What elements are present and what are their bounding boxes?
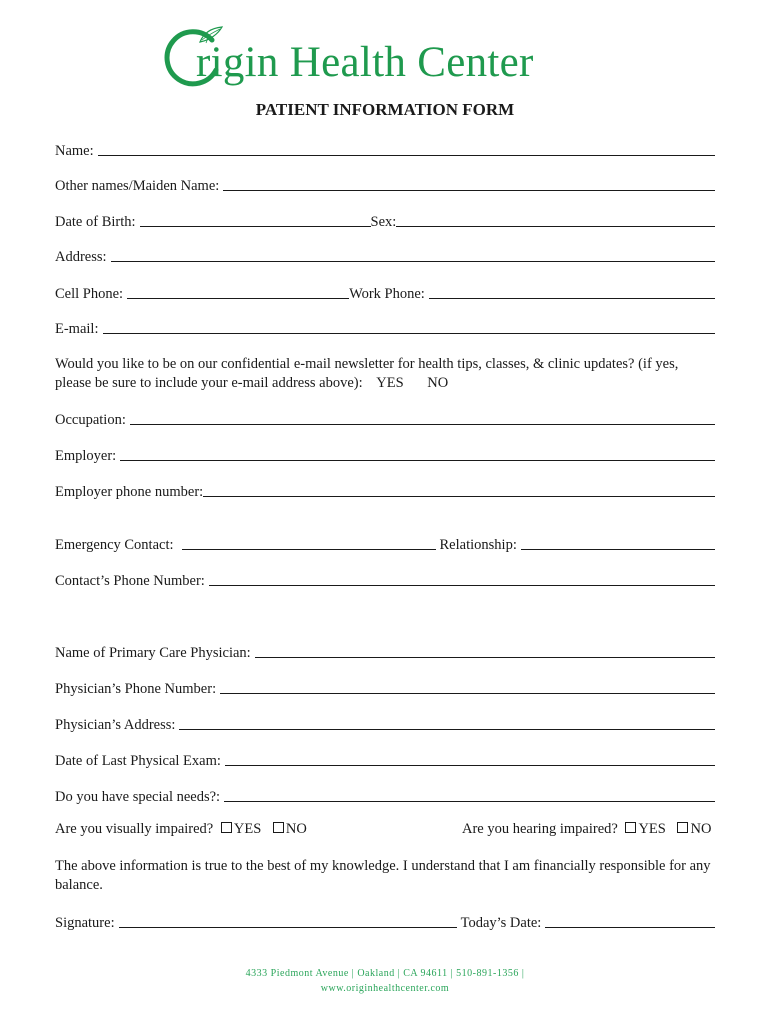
work-phone-field[interactable]: [429, 298, 715, 299]
name-row: [55, 138, 715, 160]
checkbox-icon[interactable]: [221, 822, 232, 833]
primary-physician-field[interactable]: [255, 657, 715, 658]
signature-label: Signature:: [55, 915, 115, 931]
no-label: NO: [690, 821, 712, 837]
phone-row: [55, 281, 715, 303]
employer-row: [55, 443, 715, 465]
special-needs-row: [55, 784, 715, 806]
primary-physician-row: [55, 640, 715, 662]
signature-row: [55, 910, 715, 932]
work-phone-label: Work Phone:: [349, 286, 425, 302]
primary-physician-label: Name of Primary Care Physician:: [55, 645, 251, 661]
email-label: E-mail:: [55, 321, 99, 337]
contact-phone-row: [55, 568, 715, 590]
relationship-label: Relationship:: [439, 537, 517, 553]
employer-phone-row: [55, 479, 715, 501]
address-field[interactable]: [111, 261, 715, 262]
physician-phone-row: [55, 676, 715, 698]
checkbox-icon[interactable]: [625, 822, 636, 833]
newsletter-question: [55, 355, 715, 393]
employer-phone-label: Employer phone number:: [55, 484, 204, 500]
last-physical-row: [55, 748, 715, 770]
name-field[interactable]: [98, 155, 715, 156]
emergency-contact-label: Emergency Contact:: [55, 537, 174, 553]
visually-impaired-question: [55, 821, 307, 838]
physician-address-label: Physician’s Address:: [55, 717, 176, 733]
sex-field[interactable]: [396, 226, 715, 227]
employer-field[interactable]: [120, 460, 715, 461]
employer-phone-field[interactable]: [203, 496, 715, 497]
hearing-impaired-question: [462, 821, 711, 838]
visually-impaired-label: Are you visually impaired?: [55, 821, 214, 837]
dob-label: Date of Birth:: [55, 214, 136, 230]
checkbox-icon[interactable]: [273, 822, 284, 833]
cell-phone-field[interactable]: [127, 298, 349, 299]
last-physical-field[interactable]: [225, 765, 715, 766]
no-label: NO: [285, 821, 307, 837]
physician-address-row: [55, 712, 715, 734]
emergency-contact-field[interactable]: [182, 549, 436, 550]
form-title: PATIENT INFORMATION FORM: [255, 100, 515, 119]
hearing-impaired-label: Are you hearing impaired?: [462, 821, 618, 837]
address-row: [55, 244, 715, 266]
checkbox-icon[interactable]: [677, 822, 688, 833]
cell-phone-label: Cell Phone:: [55, 286, 124, 302]
logo: [160, 24, 620, 96]
physician-phone-label: Physician’s Phone Number:: [55, 681, 217, 697]
signature-field[interactable]: [119, 927, 457, 928]
name-label: Name:: [55, 143, 94, 159]
other-names-label: Other names/Maiden Name:: [55, 178, 220, 194]
newsletter-question-text: Would you like to be on our confidential e-mail newsletter for health tips, classes, & clinic updates? (if yes, please be sure to include your e-mail address above):: [55, 356, 679, 391]
occupation-row: [55, 407, 715, 429]
yes-label: YES: [638, 821, 666, 837]
other-names-row: [55, 173, 715, 195]
sex-label: Sex:: [370, 214, 397, 230]
emergency-contact-row: [55, 532, 715, 554]
email-field[interactable]: [103, 333, 716, 334]
attestation-text: The above information is true to the best of my knowledge. I understand that I am financially responsible for any balance.: [55, 858, 711, 893]
visually-impaired-yes[interactable]: [221, 821, 261, 837]
physician-address-field[interactable]: [179, 729, 715, 730]
relationship-field[interactable]: [521, 549, 715, 550]
contact-phone-label: Contact’s Phone Number:: [55, 573, 205, 589]
special-needs-field[interactable]: [224, 801, 715, 802]
newsletter-yes-option[interactable]: YES: [376, 375, 404, 391]
email-row: [55, 316, 715, 338]
occupation-field[interactable]: [130, 424, 715, 425]
yes-label: YES: [233, 821, 262, 837]
occupation-label: Occupation:: [55, 412, 126, 428]
physician-phone-field[interactable]: [220, 693, 715, 694]
todays-date-field[interactable]: [545, 927, 715, 928]
logo-text: rigin Health Center: [196, 39, 534, 86]
footer-website[interactable]: www.originhealthcenter.com: [320, 983, 450, 994]
address-label: Address:: [55, 249, 107, 265]
contact-phone-field[interactable]: [209, 585, 715, 586]
hearing-impaired-yes[interactable]: [625, 821, 665, 837]
footer-address: 4333 Piedmont Avenue | Oakland | CA 94611 | 510-891-1356 |: [245, 968, 525, 979]
dob-sex-row: [55, 209, 715, 231]
employer-label: Employer:: [55, 448, 117, 464]
footer: [0, 966, 770, 996]
dob-field[interactable]: [140, 226, 371, 227]
last-physical-label: Date of Last Physical Exam:: [55, 753, 221, 769]
special-needs-label: Do you have special needs?:: [55, 789, 221, 805]
hearing-impaired-no[interactable]: [677, 821, 711, 837]
other-names-field[interactable]: [223, 190, 715, 191]
newsletter-no-option[interactable]: NO: [427, 375, 449, 391]
todays-date-label: Today’s Date:: [460, 915, 542, 931]
visually-impaired-no[interactable]: [273, 821, 307, 837]
